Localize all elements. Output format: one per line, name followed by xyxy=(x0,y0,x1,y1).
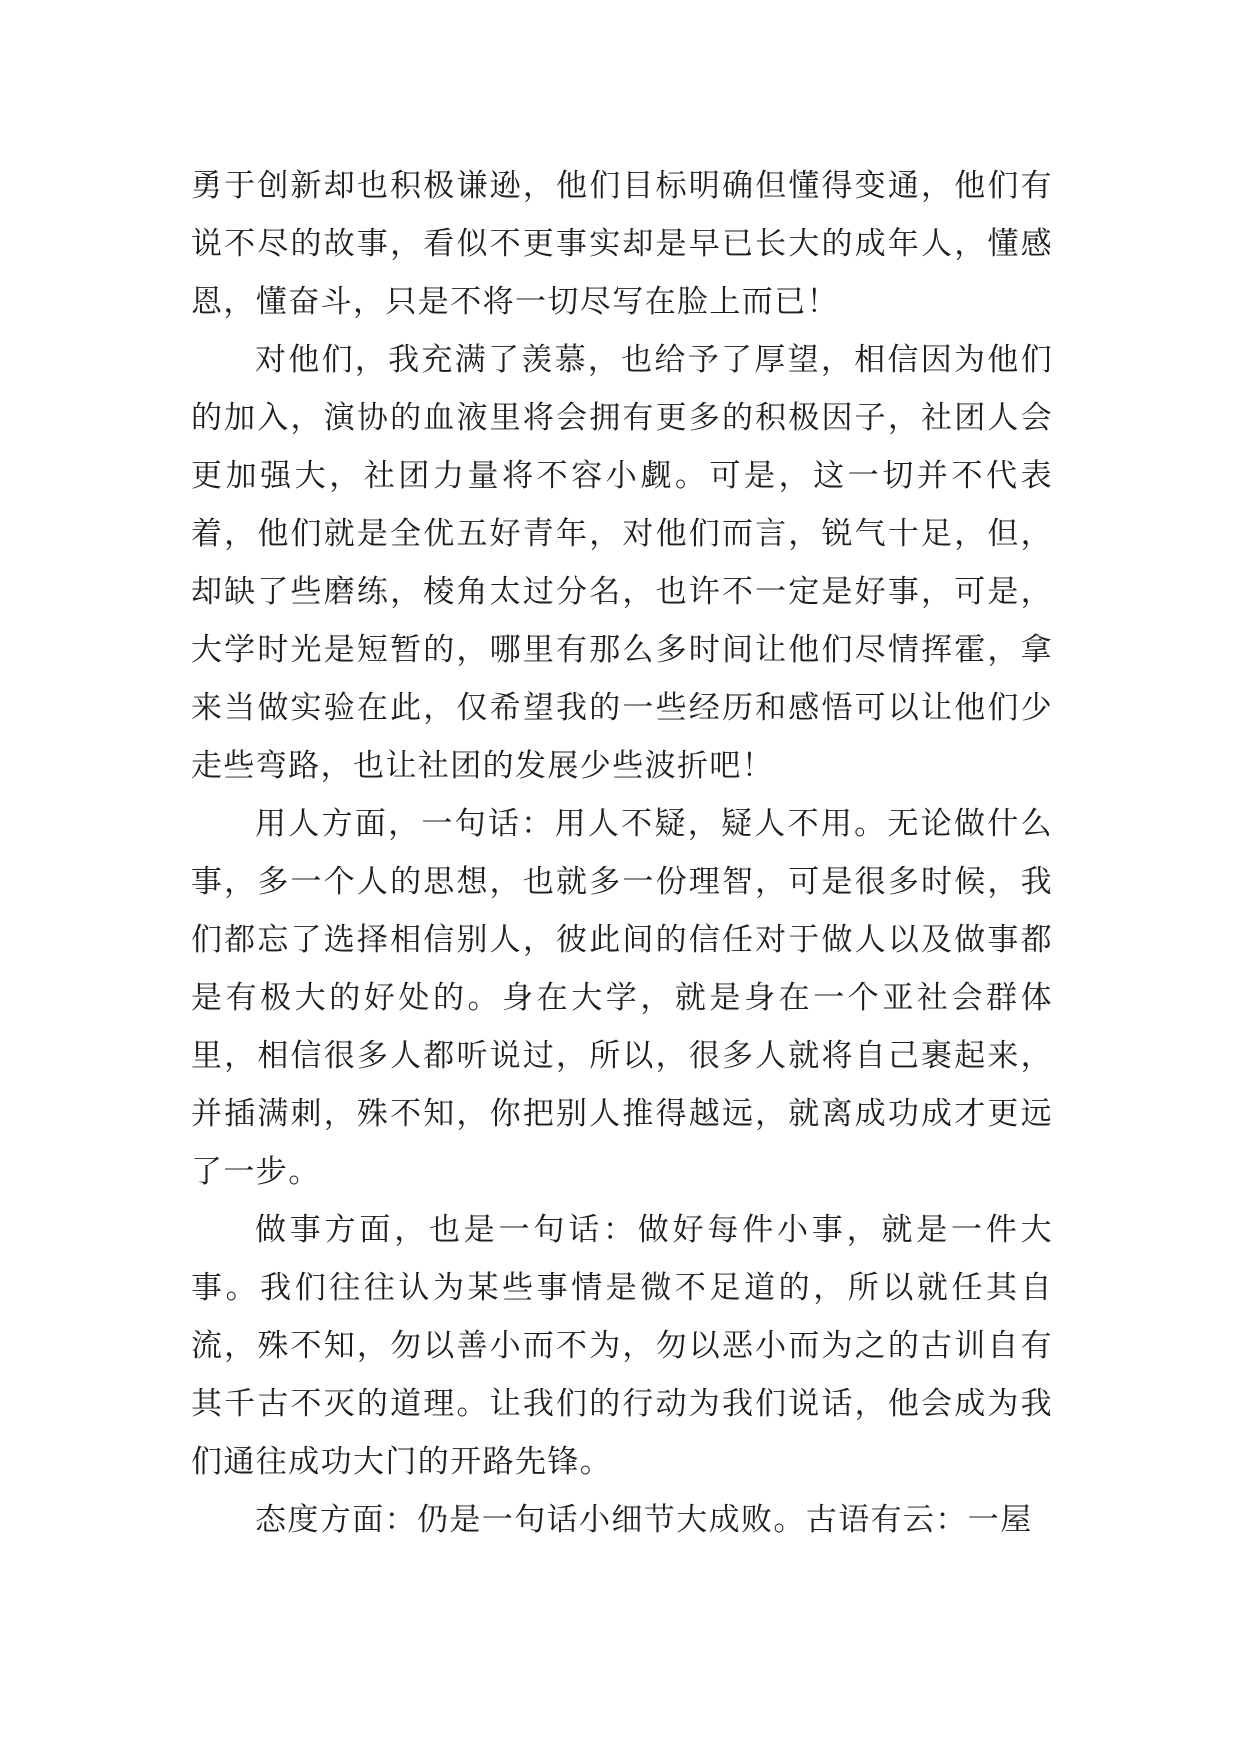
paragraph-2: 对他们，我充满了羡慕，也给予了厚望，相信因为他们的加入，演协的血液里将会拥有更多的积极因子，社团人会更加强大，社团力量将不容小觑。可是，这一切并不代表着，他们就是全优五好青年，对他们而言，锐气十足，但，却缺了些磨练，棱角太过分名，也许不一定是好事，可是，大学时光是短暂的，哪里有那么多时间让他们尽情挥霍，拿来当做实验在此，仅希望我的一些经历和感悟可以让他们少走些弯路，也让社团的发展少些波折吧！ xyxy=(191,342,1053,784)
paragraph-4: 做事方面，也是一句话：做好每件小事，就是一件大事。我们往往认为某些事情是微不足道的，所以就任其自流，殊不知，勿以善小而不为，勿以恶小而为之的古训自有其千古不灭的道理。让我们的行动为我们说话，他会成为我们通往成功大门的开路先锋。 xyxy=(191,1212,1053,1480)
paragraph-5: 态度方面：仍是一句话小细节大成败。古语有云：一屋 xyxy=(255,1502,1033,1538)
paragraph-3: 用人方面，一句话：用人不疑，疑人不用。无论做什么事，多一个人的思想，也就多一份理智，可是很多时候，我们都忘了选择相信别人，彼此间的信任对于做人以及做事都是有极大的好处的。身在大学，就是身在一个亚社会群体里，相信很多人都听说过，所以，很多人就将自己裹起来，并插满刺，殊不知，你把别人推得越远，就离成功成才更远了一步。 xyxy=(191,806,1053,1190)
document-body xyxy=(191,157,1053,1549)
paragraph-1: 勇于创新却也积极谦逊，他们目标明确但懂得变通，他们有说不尽的故事，看似不更事实却是早已长大的成年人，懂感恩，懂奋斗，只是不将一切尽写在脸上而已！ xyxy=(191,168,1053,320)
